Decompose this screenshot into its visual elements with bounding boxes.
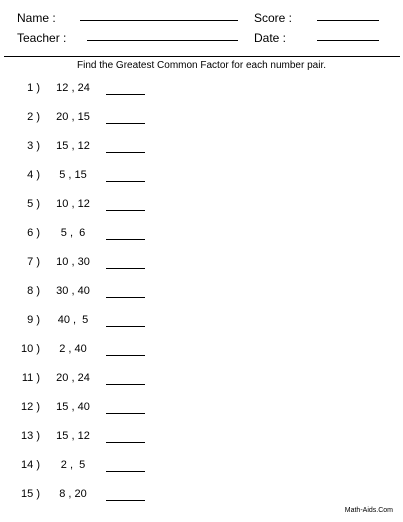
problem-number: 2 ) [27,111,40,123]
answer-blank[interactable] [106,297,145,298]
number-pair: 5 , 15 [59,169,87,181]
answer-blank[interactable] [106,442,145,443]
number-pair: 2 , 5 [60,459,86,471]
answer-blank[interactable] [106,413,145,414]
problem-number: 5 ) [27,198,40,210]
problem-row [0,485,403,514]
problem-number: 3 ) [27,140,40,152]
answer-blank[interactable] [106,181,145,182]
answer-blank[interactable] [106,500,145,501]
problem-row [0,224,403,253]
problem-row [0,398,403,427]
answer-blank[interactable] [106,94,145,95]
problem-number: 14 ) [21,459,40,471]
problem-number: 13 ) [21,430,40,442]
teacher-field[interactable] [87,40,238,41]
problem-row [0,195,403,224]
problem-number: 8 ) [27,285,40,297]
number-pair: 40 , 5 [57,314,89,326]
number-pair: 5 , 6 [60,227,86,239]
name-label: Name : [17,11,56,25]
answer-blank[interactable] [106,326,145,327]
score-label: Score : [254,11,293,25]
number-pair: 15 , 12 [56,140,90,152]
answer-blank[interactable] [106,210,145,211]
problem-list [0,79,403,514]
problem-row [0,282,403,311]
problem-row [0,253,403,282]
problem-row [0,311,403,340]
problem-number: 4 ) [27,169,40,181]
problem-row [0,166,403,195]
problem-number: 9 ) [27,314,40,326]
footer-credit: Math-Aids.Com [344,507,393,514]
number-pair: 2 , 40 [59,343,87,355]
answer-blank[interactable] [106,355,145,356]
problem-row [0,79,403,108]
number-pair: 30 , 40 [56,285,90,297]
answer-blank[interactable] [106,384,145,385]
number-pair: 12 , 24 [56,82,90,94]
problem-row [0,137,403,166]
problem-number: 15 ) [21,488,40,500]
number-pair: 20 , 15 [56,111,90,123]
problem-row [0,427,403,456]
problem-number: 11 ) [21,372,40,384]
problem-row [0,456,403,485]
answer-blank[interactable] [106,268,145,269]
name-field[interactable] [80,20,238,21]
answer-blank[interactable] [106,123,145,124]
number-pair: 10 , 12 [56,198,90,210]
number-pair: 10 , 30 [56,256,90,268]
answer-blank[interactable] [106,152,145,153]
problem-row [0,108,403,137]
problem-row [0,369,403,398]
problem-number: 1 ) [27,82,40,94]
problem-number: 7 ) [27,256,40,268]
problem-number: 6 ) [27,227,40,239]
date-field[interactable] [317,40,379,41]
answer-blank[interactable] [106,239,145,240]
problem-number: 10 ) [21,343,40,355]
number-pair: 20 , 24 [56,372,90,384]
number-pair: 15 , 12 [56,430,90,442]
score-field[interactable] [317,20,379,21]
problem-row [0,340,403,369]
date-label: Date : [254,31,287,45]
number-pair: 8 , 20 [59,488,87,500]
answer-blank[interactable] [106,471,145,472]
number-pair: 15 , 40 [56,401,90,413]
teacher-label: Teacher : [17,31,67,45]
instructions: Find the Greatest Common Factor for each number pair. [77,60,326,71]
problem-number: 12 ) [21,401,40,413]
header-divider [4,56,400,57]
